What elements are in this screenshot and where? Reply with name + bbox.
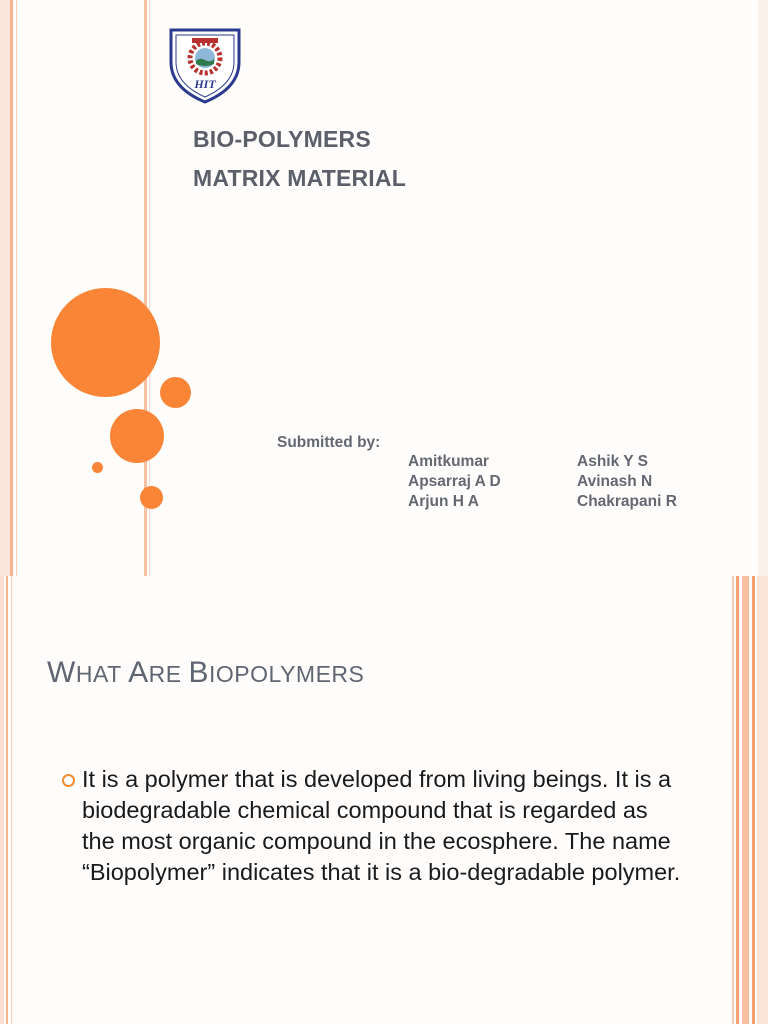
decor-circle-medium [110, 409, 164, 463]
slide2-right-stripe-2 [736, 576, 739, 1024]
heading-part: B [188, 656, 209, 689]
slide-heading [47, 656, 364, 690]
slide1-stripe-2 [16, 0, 17, 576]
members-column-2 [577, 452, 677, 512]
title-line-2: MATRIX MATERIAL [193, 165, 406, 191]
slide2-left-stripe-2 [6, 576, 8, 1024]
decor-circle-dot [92, 462, 103, 473]
slide2-right-stripe-3 [742, 576, 749, 1024]
slide2-left-stripe-3 [11, 576, 12, 1024]
member-name: Avinash N [577, 473, 653, 490]
slide1-right-margin [758, 0, 768, 576]
title-line-1: BIO-POLYMERS [193, 126, 371, 152]
heading-part: A [128, 656, 149, 689]
bullet-circle-icon [62, 774, 75, 787]
decor-circle-small-1 [160, 377, 191, 408]
heading-part: RE [148, 661, 189, 687]
slide2-right-stripe-1 [732, 576, 734, 1024]
submitted-label: Submitted by: [277, 434, 381, 451]
member-name: Arjun H A [408, 493, 479, 510]
bullet-text: It is a polymer that is developed from living beings. It is a biodegradable chemical compound that is regarded as the most organic compound in the ecosphere. The name “Biopolymer” indicates that it is a bio-degradable polymer. [82, 766, 681, 885]
member-name: Chakrapani R [577, 493, 677, 510]
logo-lettering: HIT [194, 77, 216, 91]
slide2-right-stripe-5 [757, 576, 768, 1024]
institute-logo [167, 24, 243, 104]
member-name: Apsarraj A D [408, 473, 501, 490]
decor-circle-large [51, 288, 160, 397]
heading-part: W [47, 656, 76, 689]
heading-part: HAT [75, 661, 129, 687]
decor-circle-small-2 [140, 486, 163, 509]
slide2-right-stripe-4 [752, 576, 755, 1024]
slide1-left-margin [0, 0, 10, 576]
member-name: Ashik Y S [577, 453, 648, 470]
slide2-left-stripe-1 [0, 576, 4, 1024]
member-name: Amitkumar [408, 453, 489, 470]
heading-part: IOPOLYMERS [208, 661, 365, 687]
content-slide [0, 576, 768, 1024]
members-column-1 [408, 452, 501, 512]
slide1-stripe-1 [10, 0, 13, 576]
